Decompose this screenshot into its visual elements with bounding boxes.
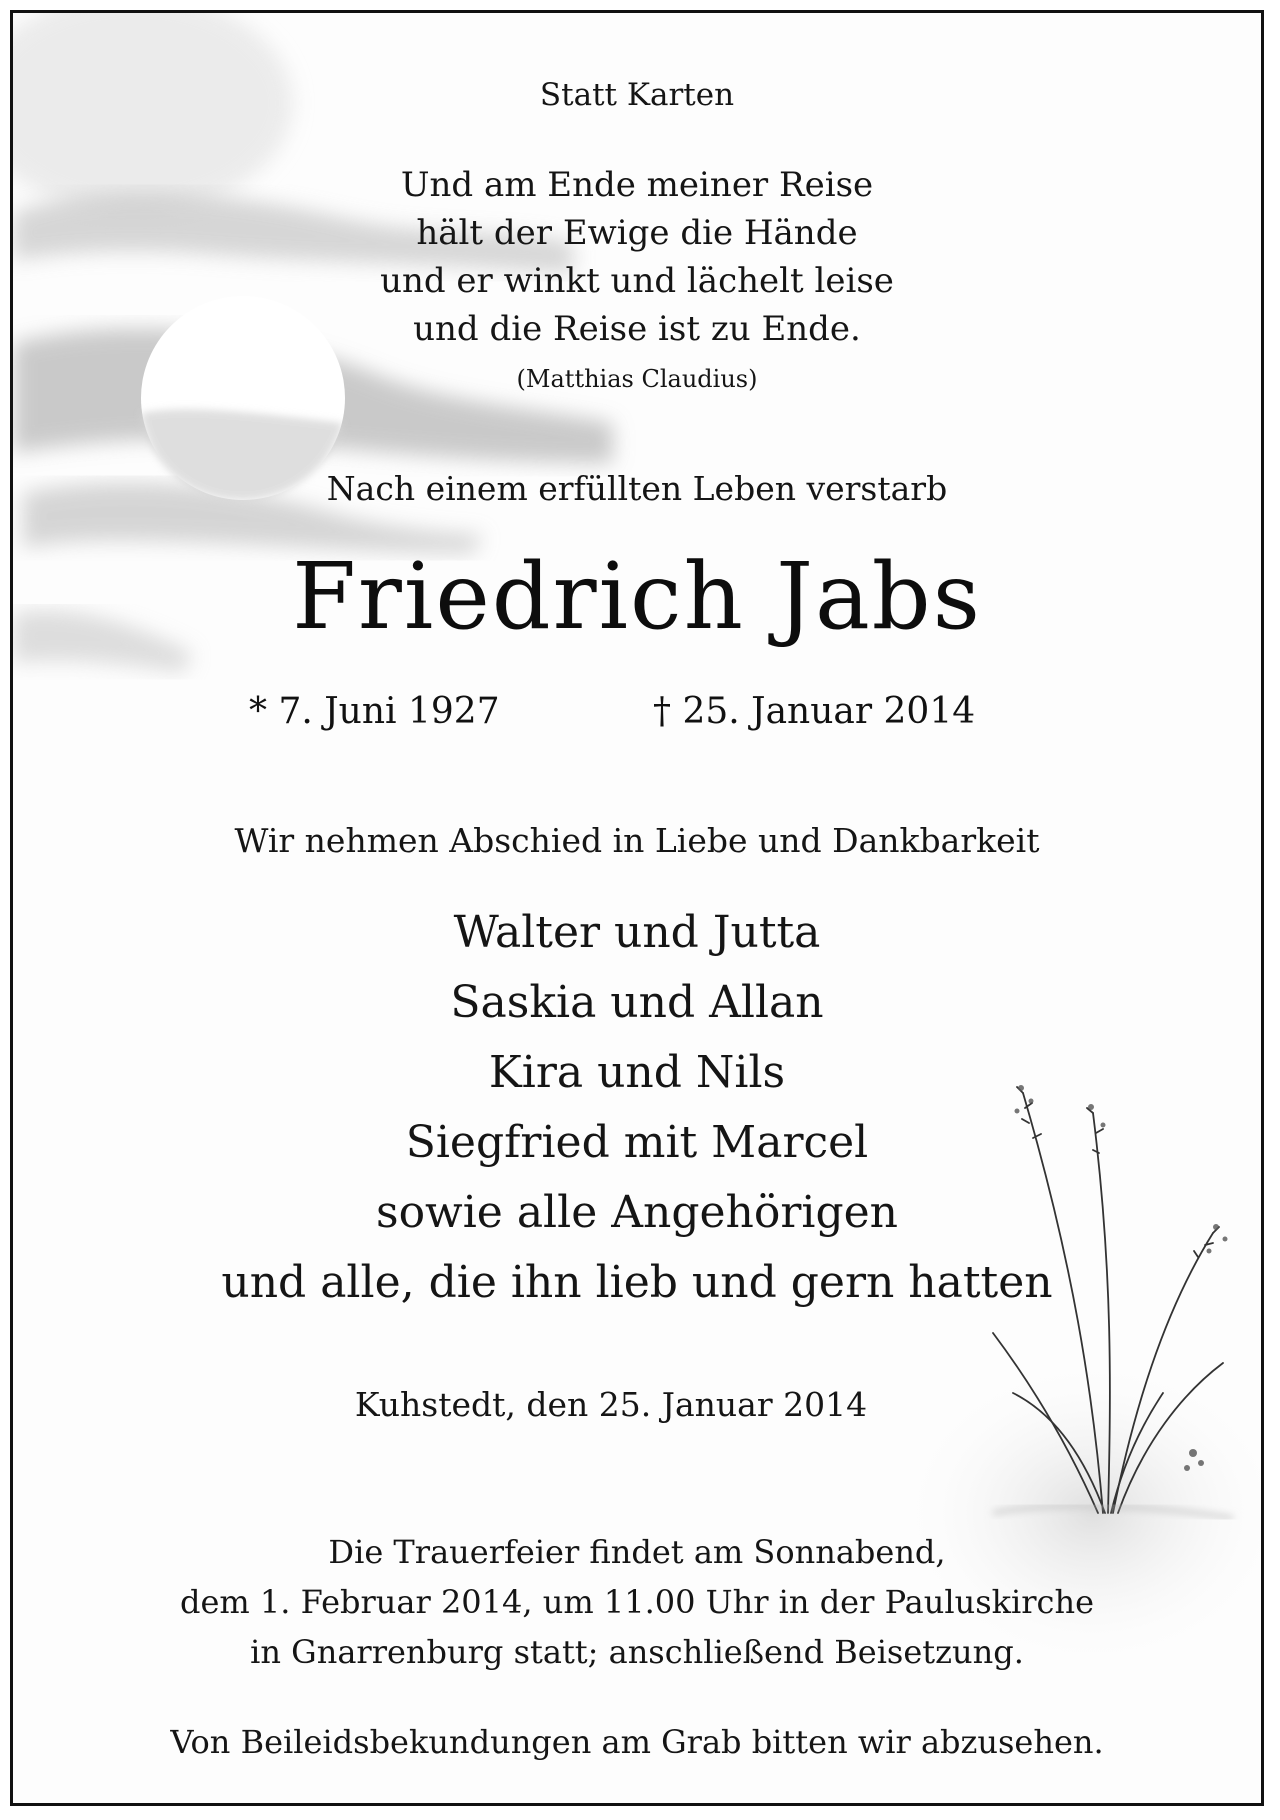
mourner-3: Kira und Nils: [488, 1047, 786, 1098]
service-line-2: dem 1. Februar 2014, um 11.00 Uhr in der Pauluskirche: [179, 1583, 1095, 1621]
intro-text: Nach einem erfüllten Leben verstarb: [326, 469, 948, 508]
place-date: Kuhstedt, den 25. Januar 2014: [354, 1385, 868, 1424]
service-line-1: Die Trauerfeier findet am Sonnabend,: [328, 1533, 946, 1571]
poem-author: (Matthias Claudius): [516, 365, 758, 393]
obituary-card: [10, 10, 1264, 1806]
mourner-1: Walter und Jutta: [453, 907, 821, 958]
poem-line-1: Und am Ende meiner Reise: [400, 165, 874, 205]
closing-note: Von Beileidsbekundungen am Grab bitten wir abzusehen.: [170, 1723, 1104, 1761]
mourner-4: Siegfried mit Marcel: [405, 1117, 869, 1168]
farewell-text: Wir nehmen Abschied in Liebe und Dankbarkeit: [234, 821, 1040, 860]
poem-line-3: und er winkt und lächelt leise: [380, 261, 894, 301]
mourner-2: Saskia und Allan: [450, 977, 824, 1028]
mourner-5: sowie alle Angehörigen: [375, 1187, 899, 1238]
birth-date: * 7. Juni 1927: [249, 691, 500, 732]
header-text: Statt Karten: [539, 77, 735, 113]
death-date: † 25. Januar 2014: [653, 691, 976, 732]
mourner-6: und alle, die ihn lieb und gern hatten: [221, 1257, 1053, 1308]
service-line-3: in Gnarrenburg statt; anschließend Beisetzung.: [250, 1633, 1024, 1671]
poem-line-4: und die Reise ist zu Ende.: [413, 309, 861, 349]
poem-line-2: hält der Ewige die Hände: [416, 213, 858, 253]
deceased-name: Friedrich Jabs: [292, 543, 982, 650]
